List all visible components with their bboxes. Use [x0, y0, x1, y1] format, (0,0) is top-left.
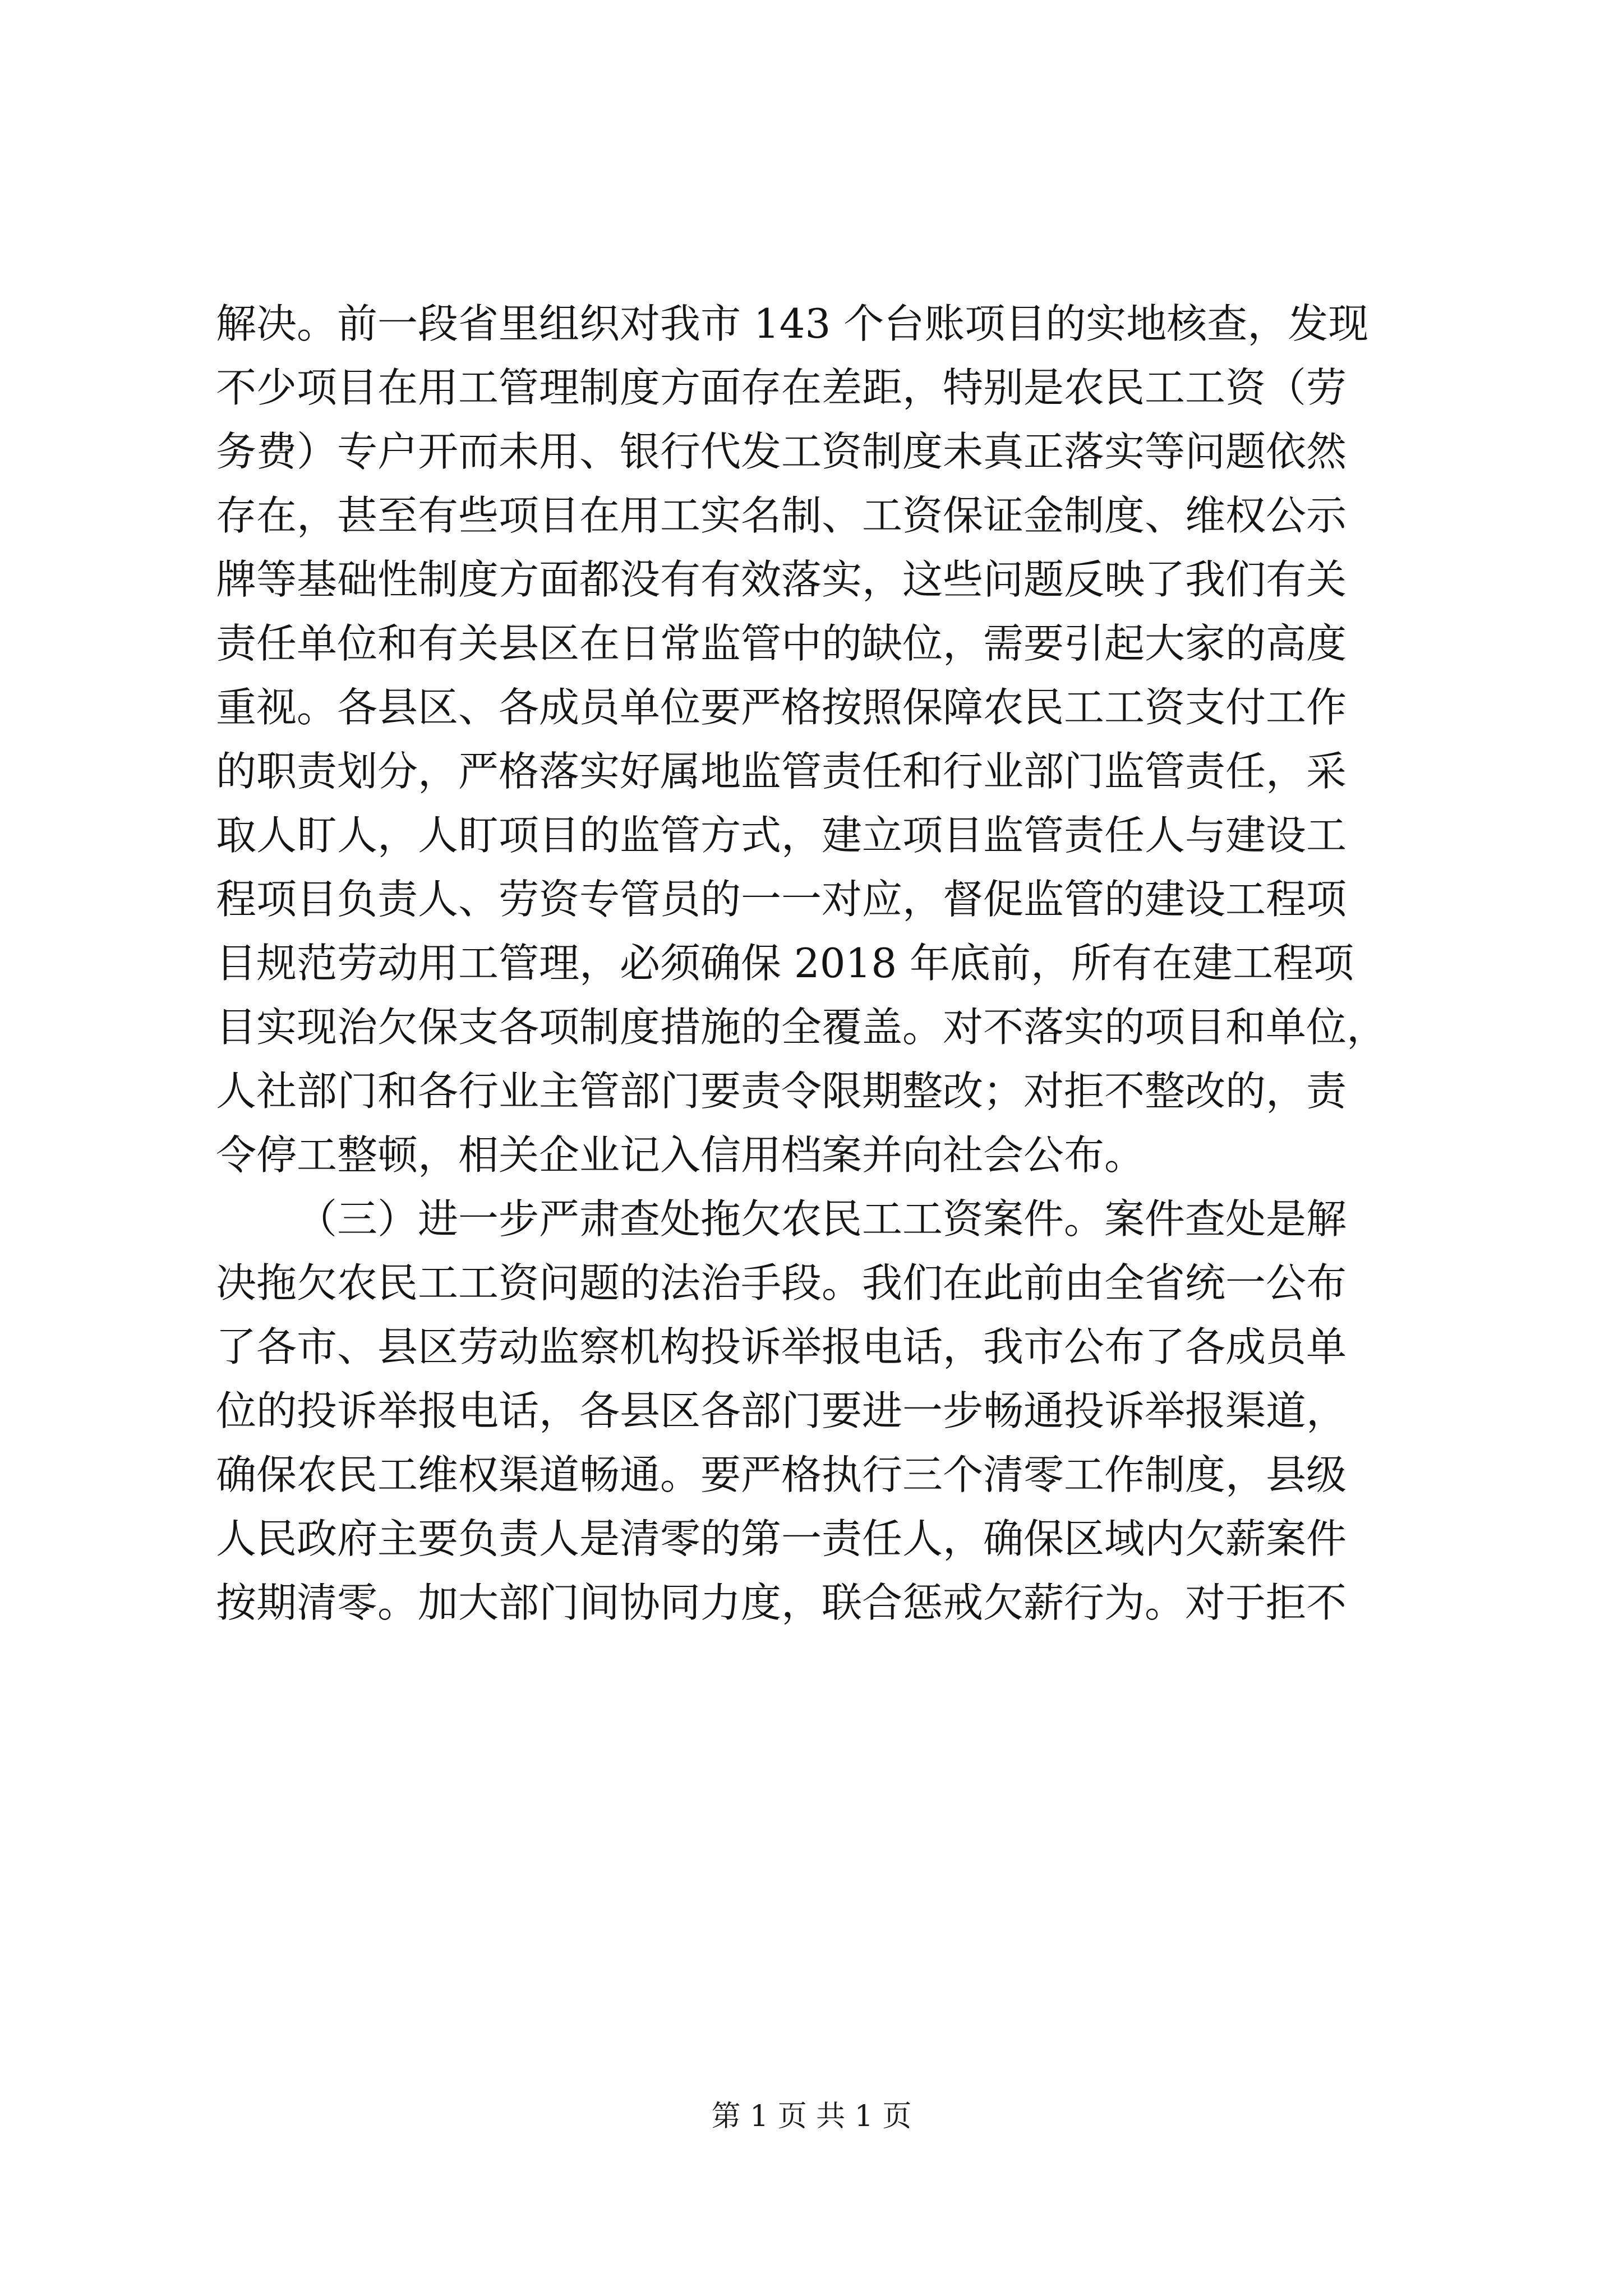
- text-line: 程项目负责人、劳资专管员的一一对应，督促监管的建设工程项: [216, 876, 1347, 923]
- body-text: [216, 292, 1413, 1635]
- text-line: 解决。前一段省里组织对我市 143 个台账项目的实地核查，发现: [216, 300, 1369, 347]
- text-line: 决拖欠农民工工资问题的法治手段。我们在此前由全省统一公布: [216, 1259, 1347, 1306]
- text-line: 人民政府主要负责人是清零的第一责任人，确保区域内欠薪案件: [216, 1515, 1347, 1562]
- text-line: 不少项目在用工管理制度方面存在差距，特别是农民工工资（劳: [216, 364, 1347, 411]
- text-line: 目实现治欠保支各项制度措施的全覆盖。对不落实的项目和单位，: [216, 1004, 1387, 1051]
- text-line: 牌等基础性制度方面都没有有效落实，这些问题反映了我们有关: [216, 556, 1347, 603]
- text-line: 责任单位和有关县区在日常监管中的缺位，需要引起大家的高度: [216, 620, 1347, 667]
- text-line: 重视。各县区、各成员单位要严格按照保障农民工工资支付工作: [216, 684, 1347, 731]
- text-line: 存在，甚至有些项目在用工实名制、工资保证金制度、维权公示: [216, 492, 1347, 539]
- text-line: 按期清零。加大部门间协同力度，联合惩戒欠薪行为。对于拒不: [216, 1579, 1347, 1626]
- text-line: 的职责划分，严格落实好属地监管责任和行业部门监管责任，采: [216, 748, 1347, 795]
- text-line: 了各市、县区劳动监察机构投诉举报电话，我市公布了各成员单: [216, 1323, 1347, 1370]
- text-line: 务费）专户开而未用、银行代发工资制度未真正落实等问题依然: [216, 428, 1347, 475]
- text-line: 取人盯人，人盯项目的监管方式，建立项目监管责任人与建设工: [216, 812, 1347, 859]
- page-number-label: 第 1 页 共 1 页: [711, 2100, 912, 2133]
- page-footer: [0, 2097, 1623, 2136]
- text-line: 人社部门和各行业主管部门要责令限期整改；对拒不整改的，责: [216, 1068, 1347, 1115]
- section-heading-line: （三）进一步严肃查处拖欠农民工工资案件。案件查处是解: [297, 1195, 1347, 1243]
- text-line: 确保农民工维权渠道畅通。要严格执行三个清零工作制度，县级: [216, 1451, 1347, 1498]
- text-line: 令停工整顿，相关企业记入信用档案并向社会公布。: [216, 1131, 1145, 1179]
- text-line: 位的投诉举报电话，各县区各部门要进一步畅通投诉举报渠道，: [216, 1387, 1347, 1434]
- text-line: 目规范劳动用工管理，必须确保 2018 年底前，所有在建工程项: [216, 940, 1354, 987]
